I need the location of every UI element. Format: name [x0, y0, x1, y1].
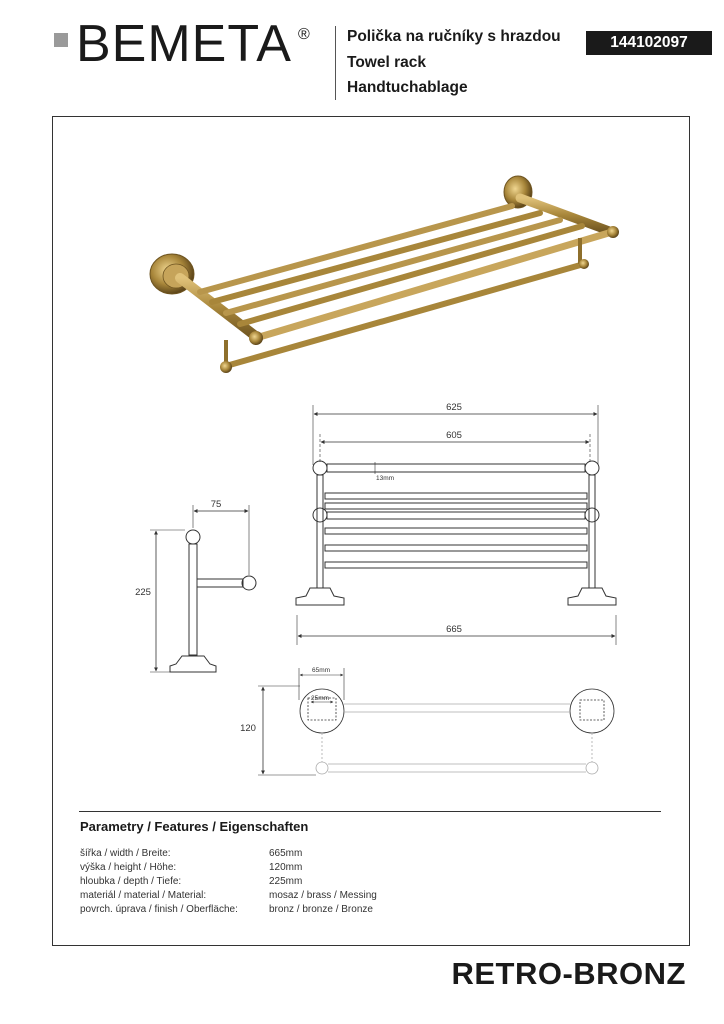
param-value: mosaz / brass / Messing — [269, 890, 377, 901]
top-view-drawing — [258, 668, 614, 775]
dim-label-605: 605 — [446, 430, 462, 441]
front-view-drawing — [296, 405, 616, 645]
dim-label-665: 665 — [446, 624, 462, 635]
brand-logo: BEMETA — [76, 15, 292, 73]
params-divider — [79, 811, 661, 812]
title-german: Handtuchablage — [347, 79, 468, 96]
product-code-badge: 144102097 — [586, 31, 712, 55]
series-name: RETRO-BRONZ — [451, 956, 686, 991]
dim-label-25mm: 25mm — [310, 695, 330, 702]
dim-label-13mm: 13mm — [376, 475, 395, 482]
param-label: výška / height / Höhe: — [80, 862, 177, 873]
registered-mark: ® — [298, 26, 310, 43]
dim-label-625: 625 — [446, 402, 462, 413]
param-label: povrch. úprava / finish / Oberfläche: — [80, 904, 238, 915]
dim-label-65mm: 65mm — [311, 667, 331, 674]
param-label: hloubka / depth / Tiefe: — [80, 876, 182, 887]
param-value: 225mm — [269, 876, 303, 887]
side-view-drawing — [150, 505, 256, 672]
param-label: šířka / width / Breite: — [80, 848, 171, 859]
params-heading: Parametry / Features / Eigenschaften — [80, 819, 309, 834]
dim-label-120: 120 — [240, 723, 256, 734]
dim-label-225: 225 — [135, 587, 151, 598]
param-value: 120mm — [269, 862, 303, 873]
title-czech: Polička na ručníky s hrazdou — [347, 28, 561, 45]
param-value: 665mm — [269, 848, 303, 859]
dim-label-75: 75 — [210, 499, 222, 510]
param-label: materiál / material / Material: — [80, 890, 207, 901]
product-photo — [150, 176, 619, 373]
param-value: bronz / bronze / Bronze — [269, 904, 373, 915]
title-english: Towel rack — [347, 54, 426, 71]
